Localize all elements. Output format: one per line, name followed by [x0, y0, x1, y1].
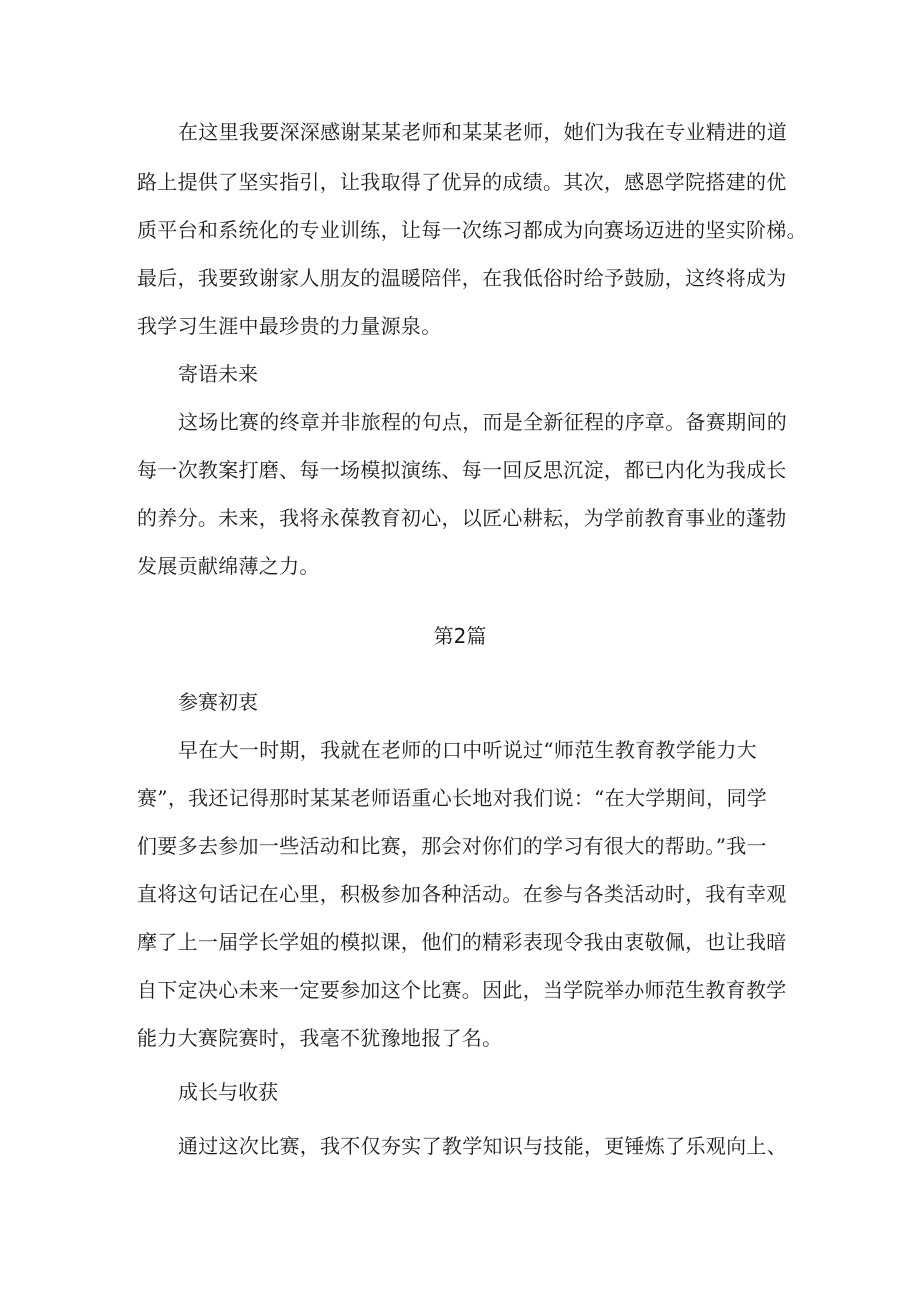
paragraph-line: 我学习生涯中最珍贵的力量源泉。 — [137, 314, 442, 338]
paragraph-line: 这场比赛的终章并非旅程的句点，而是全新征程的序章。备赛期间的 — [178, 410, 787, 434]
paragraph-line: 每一次教案打磨、每一场模拟演练、每一回反思沉淀，都已内化为我成长 — [137, 458, 787, 482]
paragraph-line: 的养分。未来，我将永葆教育初心，以匠心耕耘，为学前教育事业的蓬勃 — [137, 506, 787, 530]
section-heading: 参赛初衷 — [178, 690, 258, 714]
section-heading: 成长与收获 — [178, 1080, 278, 1104]
section-title: 第2篇 — [433, 624, 487, 648]
paragraph-line: 摩了上一届学长学姐的模拟课，他们的精彩表现令我由衷敬佩，也让我暗 — [137, 930, 787, 954]
paragraph-line: 们要多去参加一些活动和比赛，那会对你们的学习有很大的帮助。”我一 — [137, 834, 767, 858]
paragraph-line: 发展贡献绵薄之力。 — [137, 554, 320, 578]
paragraph-line: 自下定决心未来一定要参加这个比赛。因此，当学院举办师范生教育教学 — [137, 978, 787, 1002]
paragraph-line: 通过这次比赛，我不仅夯实了教学知识与技能，更锤炼了乐观向上、 — [178, 1134, 787, 1158]
paragraph-line: 直将这句话记在心里，积极参加各种活动。在参与各类活动时，我有幸观 — [137, 882, 787, 906]
paragraph-line: 质平台和系统化的专业训练，让每一次练习都成为向赛场迈进的坚实阶梯。 — [137, 218, 807, 242]
paragraph-line: 能力大赛院赛时，我毫不犹豫地报了名。 — [137, 1026, 503, 1050]
paragraph-line: 最后，我要致谢家人朋友的温暖陪伴，在我低俗时给予鼓励，这终将成为 — [137, 266, 787, 290]
paragraph-line: 早在大一时期，我就在老师的口中听说过“师范生教育教学能力大 — [178, 738, 757, 762]
paragraph-line: 在这里我要深深感谢某某老师和某某老师，她们为我在专业精进的道 — [178, 120, 787, 144]
paragraph-line: 赛”，我还记得那时某某老师语重心长地对我们说：“在大学期间，同学 — [137, 786, 768, 810]
paragraph-line: 路上提供了坚实指引，让我取得了优异的成绩。其次，感恩学院搭建的优 — [137, 170, 787, 194]
section-heading: 寄语未来 — [178, 362, 258, 386]
